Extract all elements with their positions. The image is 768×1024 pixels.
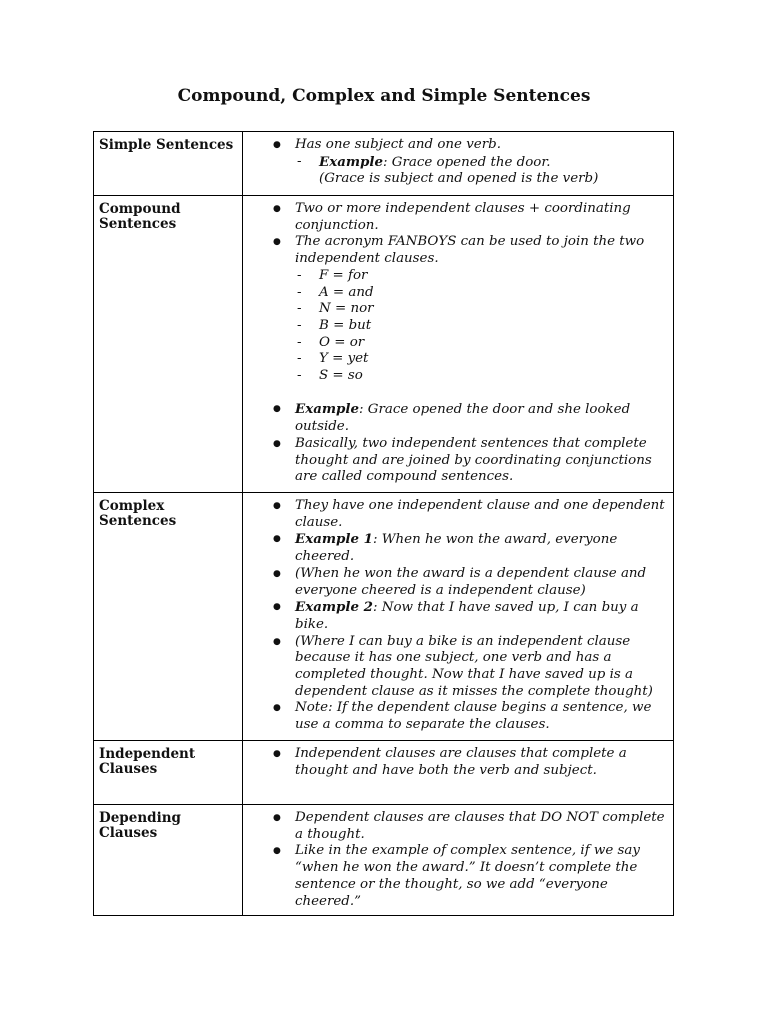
fanboys-item: - N = nor bbox=[273, 301, 669, 318]
row-content bbox=[243, 196, 674, 493]
list-item: ● Like in the example of complex sentence, if we say “when he won the award.” It doesn’t complete the sentence or the thought, so we add “everyone cheered.” bbox=[273, 843, 669, 910]
example-text: : Now that I have saved up, I can buy a bike. bbox=[295, 600, 639, 632]
example-text: : When he won the award, everyone cheered. bbox=[295, 532, 618, 565]
row-content bbox=[243, 493, 674, 741]
list-item: ● Independent clauses are clauses that complete a thought and have both the verb and subject. bbox=[273, 746, 669, 779]
list-item: ● (When he won the award is a dependent clause and everyone cheered is a independent clause) bbox=[273, 566, 669, 599]
fanboys-item: - O = or bbox=[273, 335, 669, 352]
row-content bbox=[243, 805, 674, 916]
example-text: : Grace opened the door and she looked outside. bbox=[295, 402, 631, 435]
list-item: ● Dependent clauses are clauses that DO NOT complete a thought. bbox=[273, 810, 669, 843]
list-item: ● Two or more independent clauses + coordinating conjunction. bbox=[273, 201, 669, 234]
table-row bbox=[94, 805, 674, 916]
fanboys-item: - F = for bbox=[273, 268, 669, 285]
row-label: Compound Sentences bbox=[94, 196, 243, 493]
row-label: Complex Sentences bbox=[94, 493, 243, 741]
row-label: Depending Clauses bbox=[94, 805, 243, 916]
list-item: ● Has one subject and one verb. bbox=[273, 137, 669, 154]
row-content bbox=[243, 741, 674, 805]
fanboys-item: - B = but bbox=[273, 318, 669, 335]
example-label: Example bbox=[319, 153, 384, 170]
list-item: ● Basically, two independent sentences that complete thought and are joined by coordinating conjunctions are called compound sentences. bbox=[273, 436, 669, 486]
row-label: Independent Clauses bbox=[94, 741, 243, 805]
list-item bbox=[273, 401, 669, 435]
fanboys-item: - A = and bbox=[273, 285, 669, 302]
list-item: ● Note: If the dependent clause begins a sentence, we use a comma to separate the clauses. bbox=[273, 700, 669, 733]
table-row bbox=[94, 132, 674, 196]
fanboys-item: - Y = yet bbox=[273, 351, 669, 368]
table-row bbox=[94, 196, 674, 493]
fanboys-item: - S = so bbox=[273, 368, 669, 385]
list-item: ● They have one independent clause and one dependent clause. bbox=[273, 498, 669, 531]
example-label: Example 1 bbox=[295, 531, 373, 548]
row-content bbox=[243, 132, 674, 196]
example-label: Example bbox=[295, 401, 360, 418]
list-item bbox=[273, 531, 669, 565]
list-item bbox=[273, 154, 669, 172]
example-label: Example 2 bbox=[295, 599, 373, 616]
list-item: ● (Where I can buy a bike is an independent clause because it has one subject, one verb and has a completed thought. Now that I have saved up is a dependent clause as it misses the complete thought) bbox=[273, 634, 669, 701]
page-title: Compound, Complex and Simple Sentences bbox=[177, 86, 591, 106]
list-item bbox=[273, 599, 669, 633]
list-item: ● The acronym FANBOYS can be used to join the two independent clauses. bbox=[273, 234, 669, 267]
table-row bbox=[94, 493, 674, 741]
table-row bbox=[94, 741, 674, 805]
row-label: Simple Sentences bbox=[94, 132, 243, 196]
list-item: (Grace is subject and opened is the verb) bbox=[319, 171, 599, 187]
sentence-types-table bbox=[93, 131, 674, 916]
example-text: : Grace opened the door. bbox=[383, 154, 551, 170]
